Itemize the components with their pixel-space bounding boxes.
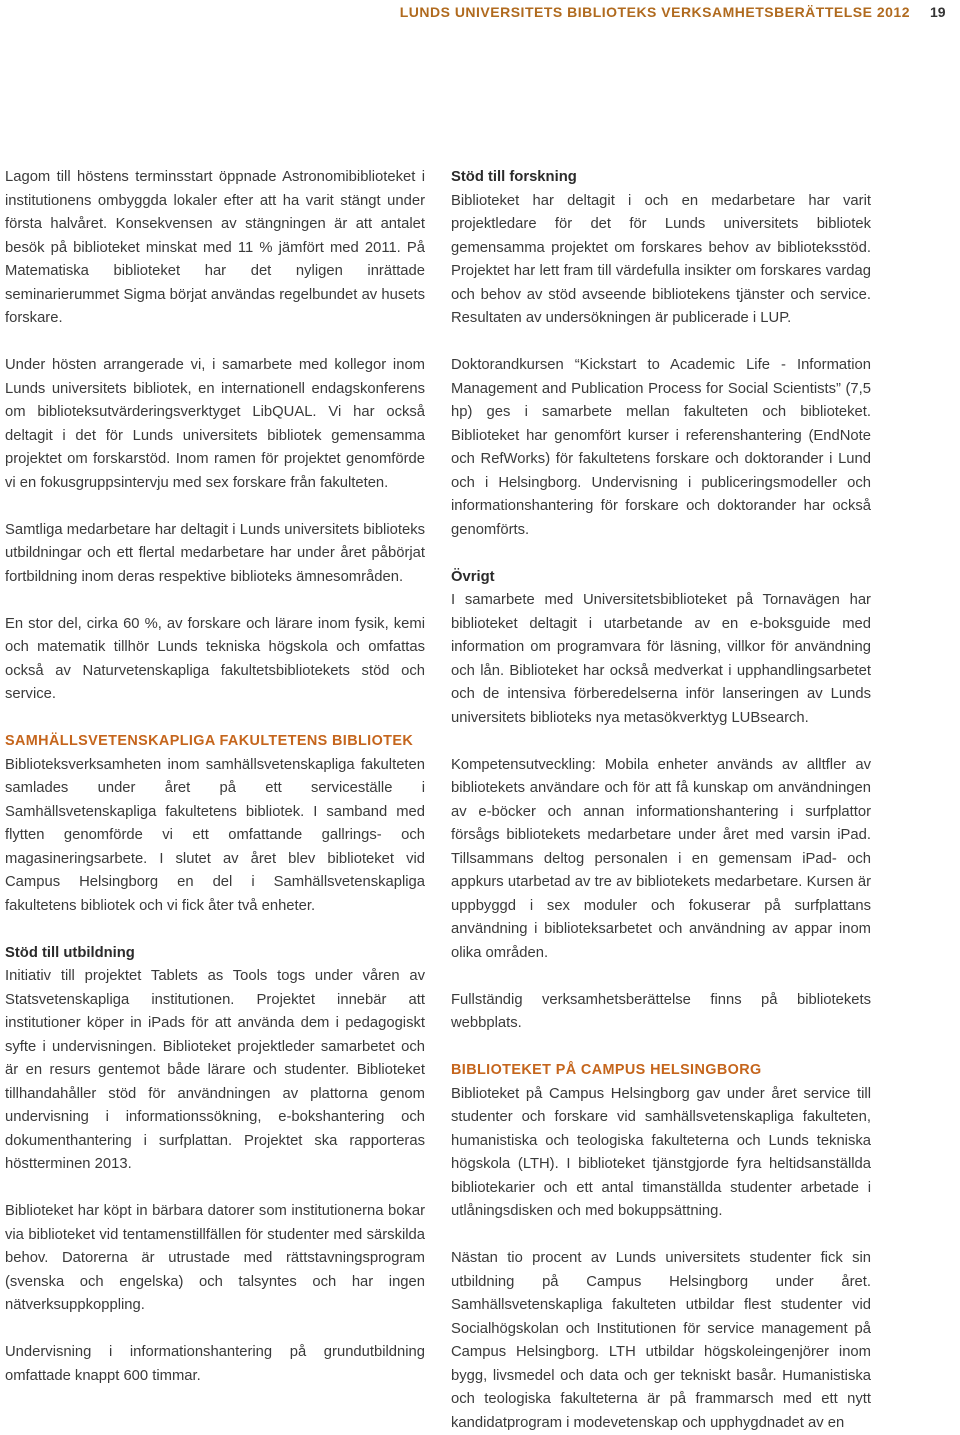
left-column — [5, 166, 425, 1388]
paragraph-astronomi: Lagom till höstens terminsstart öppnade Astronomibiblioteket i institutionens ombyggda lokaler efter att ha varit stängt under första halvåret. Konsekvensen av stängningen är att antalet besök på biblioteket minskat med 11 % jämfört med 2011. På Matematiska biblioteket har det nyligen inrättade seminarierummet Sigma börjat användas regelbundet av husets forskare. — [5, 169, 425, 326]
paragraph-tablets: Initiativ till projektet Tablets as Tools togs under våren av Statsvetenskapliga institutionen. Projektet innebär att institutioner köper in iPads för att använda dem i pedagogiskt syfte i undervisningen. Biblioteket projektleder samarbetet och är en resurs gentemot både lärare och studenter. Biblioteket tillhandahåller stöd för användningen av plattorna genom undervisning i informationssökning, e-bokshantering och dokumenthantering i surfplattan. Projektet ska rapporteras höstterminen 2013. — [5, 968, 425, 1172]
paragraph-undervisning: Undervisning i informationshantering på grundutbildning omfattade knappt 600 timmar. — [5, 1344, 425, 1384]
paragraph-lth: En stor del, cirka 60 %, av forskare och lärare inom fysik, kemi och matematik tillhör Lunds tekniska högskola och omfattas också av Naturvetenskapliga fakultetsbibliotekets stöd och service. — [5, 615, 425, 702]
paragraph-fortbildning: Samtliga medarbetare har deltagit i Lunds universitets biblioteks utbildningar och ett flertal medarbetare har under året påbörjat fortbildning inom deras respektive biblioteks ämnesområden. — [5, 521, 425, 585]
right-column — [451, 166, 871, 1435]
paragraph-doktorandkurs: Doktorandkursen “Kickstart to Academic Life - Information Management and Publication Process for Social Scientists” (7,5 hp) ges i samarbete mellan fakulteten och biblioteket. Biblioteket har genomfört kurser i referenshantering (EndNote och RefWorks) för fakultetens forskare och doktorander i Lund och i Helsingborg. Undervisning i publiceringsmodeller och informationshantering för forskare och doktorander har också genomförts. — [451, 357, 871, 538]
paragraph-webbplats: Fullständig verksamhetsberättelse finns på bibliotekets webbplats. — [451, 991, 871, 1031]
paragraph-forskning: Biblioteket har deltagit i och en medarbetare har varit projektledare för det för Lunds universitets bibliotek gemensamma projektet om forskares behov av biblioteksstöd. Projektet har lett fram till värdefulla insikter om forskares vardag och behov av stöd avseende bibliotekens tjänster och service. Resultaten av undersökningen är publicerade i LUP. — [451, 192, 871, 326]
paragraph-libqual: Under hösten arrangerade vi, i samarbete med kollegor inom Lunds universitets bibliotek, en internationell endagskonferens om biblioteksutvärderingsverktyget LibQUAL. Vi har också deltagit i det för Lunds universitets bibliotek gemensamma projektet om forskarstöd. Inom ramen för projektet genomförde vi en fokusgruppsintervju med sex forskare från fakulteten. — [5, 357, 425, 491]
paragraph-eboksguide: I samarbete med Universitetsbiblioteket på Tornavägen har biblioteket deltagit i utarbetande av en e-boksguide med information om programvara för läsning, villkor för användning och lån. Biblioteket har också medverkat i upphandlingsarbetet och de intensiva förberedelserna inför lanseringen av Lunds universitets biblioteks nya metasökverktyg LUBsearch. — [451, 592, 871, 726]
paragraph-helsingborg-studenter: Nästan tio procent av Lunds universitets studenter fick sin utbildning på Campus Helsingborg under året. Samhällsvetenskapliga fakulteten utbildar flest studenter vid Socialhögskolan och Institutionen för service management på Campus Helsingborg. LTH utbildar högskoleingenjörer inom bygg, livsmedel och data och ger tekniskt basår. Humanistiska och teologiska fakulteterna är på frammarsch med ett nytt kandidatprogram i modevetenskap och upphygdnadet av en — [451, 1250, 871, 1431]
paragraph-helsingborg-service: Biblioteket på Campus Helsingborg gav under året service till studenter och forskare vid samhällsvetenskapliga fakulteten, humanistiska och teologiska fakulteterna och Lunds tekniska högskola (LTH). I biblioteket tjänstgjorde fyra heltidsanställda bibliotekarier och ett antal timanställda studenter arbetade i utlåningsdisken och med bokuppsättning. — [451, 1085, 871, 1219]
subheading-forskning: Stöd till forskning — [451, 169, 577, 185]
paragraph-datorer: Biblioteket har köpt in bärbara datorer som institutionerna bokar via biblioteket vid tentamenstillfällen för studenter med särskilda behov. Datorerna är utrustade med rättstavningsprogram (svenska och engelska) och talsyntes och har ingen nätverksuppkoppling. — [5, 1203, 425, 1313]
paragraph-kompetens: Kompetensutveckling: Mobila enheter används av alltfler av bibliotekets användare och för att få kunskap om användningen av e-böcker och annan informationshantering i surfplattor försågs bibliotekets medarbetare under året med varsin iPad. Tillsammans deltog personalen i en gemensam iPad- och appkurs utarbetad av tre av bibliotekets medarbetare. Kursen är uppbyggd i sex moduler och fokuserar på surfplattans användning i biblioteksarbetet och användning av appar inom olika områden. — [451, 756, 871, 961]
subheading-utbildning: Stöd till utbildning — [5, 944, 135, 961]
section-heading-samhallsvetenskap: SAMHÄLLSVETENSKAPLIGA FAKULTETENS BIBLIOTEK — [5, 733, 414, 749]
section-heading-helsingborg: BIBLIOTEKET PÅ CAMPUS HELSINGBORG — [451, 1062, 762, 1078]
paragraph-samhall: Biblioteksverksamheten inom samhällsvetenskapliga fakulteten samlades under året på ett serviceställe i Samhällsvetenskapliga fakultetens bibliotek. I samband med flytten genomförde vi ett omfattande gallrings- och magasineringsarbete. I slutet av året blev biblioteket vid Campus Helsingborg en del i Samhällsvetenskapliga fakultetens bibliotek och vi fick åter två enheter. — [5, 756, 425, 914]
header-title: LUNDS UNIVERSITETS BIBLIOTEKS VERKSAMHETSBERÄTTELSE 2012 — [399, 4, 910, 20]
subheading-ovrigt: Övrigt — [451, 568, 495, 585]
page-number: 19 — [930, 4, 946, 20]
